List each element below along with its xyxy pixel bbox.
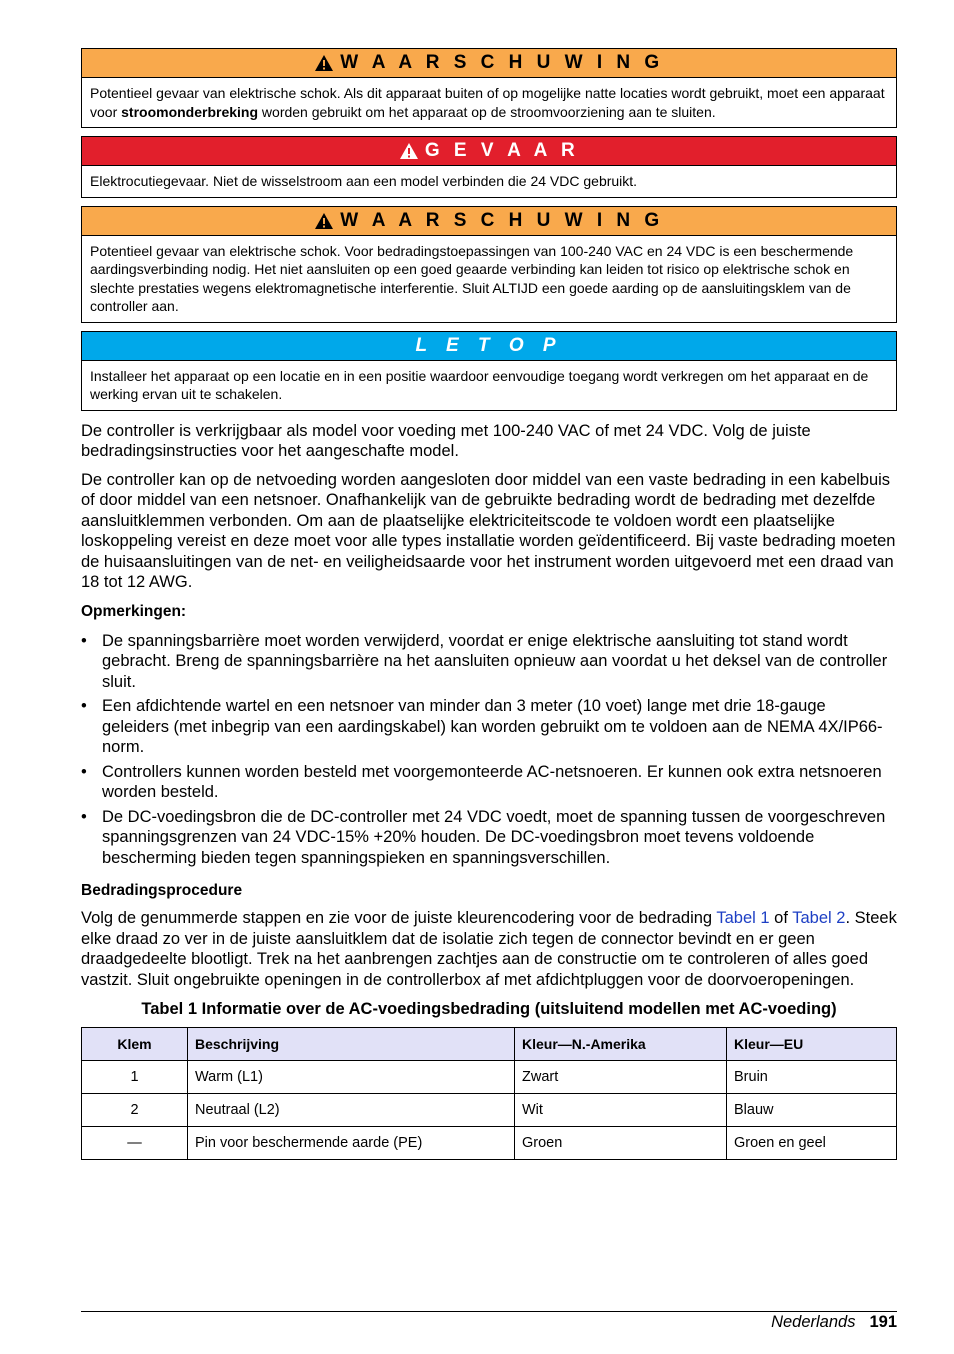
notes-heading: Opmerkingen: <box>81 602 187 620</box>
page-content <box>81 48 897 1160</box>
table-cell: 2 <box>82 1094 188 1127</box>
list-item <box>81 807 897 869</box>
table-cell: Blauw <box>727 1094 897 1127</box>
wiring-table <box>81 1027 897 1160</box>
danger-title: G E V A A R <box>424 140 580 161</box>
list-item <box>81 631 897 693</box>
warning-triangle-icon <box>314 54 334 72</box>
notice-text: Installeer het apparaat op een locatie en in een positie waardoor eenvoudige toegang wordt verkregen om het apparaat en de werking ervan uit te schakelen. <box>90 367 869 402</box>
bullet: • <box>81 762 87 781</box>
column-header: Klem <box>82 1028 188 1061</box>
body-paragraph: De controller is verkrijgbaar als model voor voeding met 100-240 VAC of met 24 VDC. Volg de juiste bedradingsinstructies voor het aangeschafte model. <box>81 421 811 460</box>
procedure-text: . Steek elke draad zo ver in de juiste aansluitklem dat de isolatie zich tegen de connector bevindt en er geen draadgedeelte blootligt. Trek na het aanbrengen zachtjes aan de constructie om te controleren of alles goed vastzit. Sluit ongebruikte openingen in de controllerbox af met afdichtpluggen voor de doorvoeropeningen. <box>81 909 897 989</box>
table-row <box>82 1094 897 1127</box>
table-cell: Wit <box>515 1094 727 1127</box>
table-row <box>82 1127 897 1160</box>
bullet: • <box>81 631 87 650</box>
bullet: • <box>81 697 87 715</box>
table-cell: 1 <box>82 1061 188 1094</box>
table-cell: Neutraal (L2) <box>188 1094 515 1127</box>
table-cell: Warm (L1) <box>188 1061 515 1094</box>
notes-list <box>81 631 897 869</box>
notice-header <box>82 332 896 361</box>
list-item-text: De DC-voedingsbron die de DC-controller met 24 VDC voedt, moet de spanning tussen de voorgeschreven spanningsgrenzen van 24 VDC-15% +20% houden. De DC-voedingsbron moet tevens voldoende bescherming bieden tegen spanningspieken en spanningsverschillen. <box>102 807 886 867</box>
warning-text: Potentieel gevaar van elektrische schok. Voor bedradingstoepassingen van 100-240 VAC en 24 VDC is een beschermende aardingsverbinding nodig. Het niet aansluiten op een goed geaarde verbinding kan leiden tot risico op elektrische schok en slechte prestaties wegens elektromagnetische interferentie. Sluit ALTIJD een goede aarding op de aansluitingsklem van de controller aan. <box>90 242 854 314</box>
warning-text-part: Potentieel gevaar van elektrische schok. Als dit apparaat buiten of op mogelijke natte locaties wordt gebruikt, moet een apparaat voor <box>90 85 885 120</box>
warning-box <box>81 48 897 128</box>
warning-text <box>82 78 896 127</box>
table-cell: Groen en geel <box>727 1127 897 1160</box>
page-indicator <box>771 1313 897 1332</box>
body-paragraph: De controller kan op de netvoeding worden aangesloten door middel van een vaste bedrading in een kabelbuis of door middel van een netsnoer. Onafhankelijk van de gebruikte bedrading wordt de bedrading met dezelfde aansluitklemmen verbonden. Om aan de plaatselijke elektriciteitscode te voldoen wordt een plaatselijke loskoppeling vereist en deze moet voor alle types installatie worden geïdentificeerd. Bij vaste bedrading moeten de huisaansluitingen van de net- en veiligheidsaarde voor het instrument worden uitgevoerd met een draad van 18 tot 12 AWG. <box>81 470 896 591</box>
procedure-text: Volg de genummerde stappen en zie voor de juiste kleurencodering voor de bedrading <box>81 909 717 927</box>
table-cell: Bruin <box>727 1061 897 1094</box>
procedure-heading: Bedradingsprocedure <box>81 882 243 899</box>
notice-title: L E T O P <box>415 334 563 356</box>
danger-text: Elektrocutiegevaar. Niet de wisselstroom aan een model verbinden die 24 VDC gebruikt. <box>90 173 638 189</box>
list-item-text: De spanningsbarrière moet worden verwijderd, voordat er enige elektrische aansluiting tot stand wordt gebracht. Breng de spanningsbarrière na het aansluiten opnieuw aan voordat u het deksel van de controller sluit. <box>102 631 888 691</box>
list-item <box>81 762 897 803</box>
warning-text-bold: stroomonderbreking <box>121 103 259 120</box>
table-1-link[interactable]: Tabel 1 <box>716 909 770 927</box>
table-cell: — <box>82 1127 188 1160</box>
warning-title: W A A R S C H U W I N G <box>340 209 664 231</box>
list-item <box>81 696 897 758</box>
warning-triangle-icon <box>314 212 334 230</box>
procedure-paragraph <box>81 908 897 990</box>
footer-language: Nederlands <box>771 1313 856 1331</box>
table-cell: Zwart <box>515 1061 727 1094</box>
page-number: 191 <box>869 1313 897 1331</box>
warning-text-part: worden gebruikt om het apparaat op de stroomvoorziening aan te sluiten. <box>258 103 716 120</box>
warning-triangle-icon <box>399 142 419 160</box>
notice-box <box>81 331 897 411</box>
page-footer <box>81 1311 897 1331</box>
danger-header <box>82 137 896 166</box>
bullet: • <box>81 807 87 826</box>
procedure-text: of <box>769 909 793 927</box>
table-row <box>82 1061 897 1094</box>
column-header: Kleur—EU <box>727 1028 897 1061</box>
warning-header <box>82 49 896 78</box>
list-item-text: Een afdichtende wartel en een netsnoer van minder dan 3 meter (10 voet) lange met drie 18-gauge geleiders (met inbegrip van een aardingskabel) kan worden gebruikt om te voldoen aan de NEMA 4X/IP66-norm. <box>102 697 883 756</box>
warning-title: W A A R S C H U W I N G <box>340 52 664 73</box>
table-header-row <box>82 1028 897 1061</box>
table-2-link[interactable]: Tabel 2 <box>792 909 846 927</box>
table-caption: Tabel 1 Informatie over de AC-voedingsbedrading (uitsluitend modellen met AC-voeding) <box>141 1000 837 1018</box>
warning-box <box>81 206 897 323</box>
column-header: Kleur—N.-Amerika <box>515 1028 727 1061</box>
table-cell: Pin voor beschermende aarde (PE) <box>188 1127 515 1160</box>
column-header: Beschrijving <box>188 1028 515 1061</box>
list-item-text: Controllers kunnen worden besteld met voorgemonteerde AC-netsnoeren. Er kunnen ook extra netsnoeren worden besteld. <box>102 762 882 801</box>
danger-box <box>81 136 897 198</box>
table-cell: Groen <box>515 1127 727 1160</box>
warning-header <box>82 207 896 236</box>
